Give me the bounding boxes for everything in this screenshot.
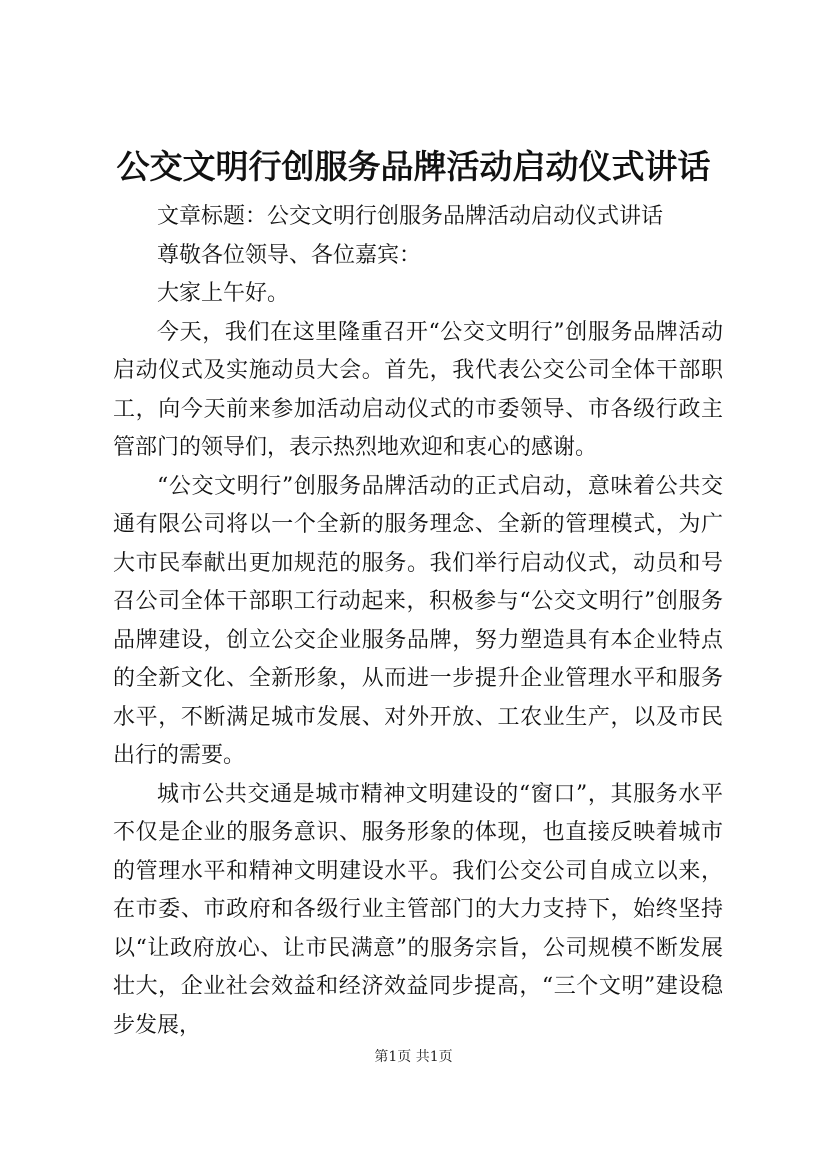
paragraph-launch: “公交文明行”创服务品牌活动的正式启动，意味着公共交通有限公司将以一个全新的服务理念、全新的管理模式，为广大市民奉献出更加规范的服务。我们举行启动仪式，动员和号召公司全体干部职工行动起来，积极参与“公交文明行”创服务品牌建设，创立公交企业服务品牌，努力塑造具有本企业特点的全新文化、全新形象，从而进一步提升企业管理水平和服务水平，不断满足城市发展、对外开放、工农业生产，以及市民出行的需要。: [113, 473, 723, 768]
document-title: 公交文明行创服务品牌活动启动仪式讲话: [116, 147, 711, 186]
document-body: [113, 198, 723, 1045]
salutation: 尊敬各位领导、各位嘉宾：: [157, 242, 422, 268]
greeting: 大家上午好。: [157, 281, 290, 306]
page-footer: 第1页 共1页: [374, 1049, 453, 1065]
paragraph-city-transit: 城市公共交通是城市精神文明建设的“窗口”，其服务水平不仅是企业的服务意识、服务形象的体现，也直接反映着城市的管理水平和精神文明建设水平。我们公交公司自成立以来，在市委、市政府和各级行业主管部门的大力支持下，始终坚持以“让政府放心、让市民满意”的服务宗旨，公司规模不断发展壮大，企业社会效益和经济效益同步提高，“三个文明”建设稳步发展，: [113, 781, 723, 1038]
article-title-line: 文章标题：公交文明行创服务品牌活动启动仪式讲话: [157, 204, 664, 229]
paragraph-opening: 今天，我们在这里隆重召开“公交文明行”创服务品牌活动启动仪式及实施动员大会。首先，我代表公交公司全体干部职工，向今天前来参加活动启动仪式的市委领导、市各级行政主管部门的领导们，表示热烈地欢迎和衷心的感谢。: [113, 319, 723, 460]
